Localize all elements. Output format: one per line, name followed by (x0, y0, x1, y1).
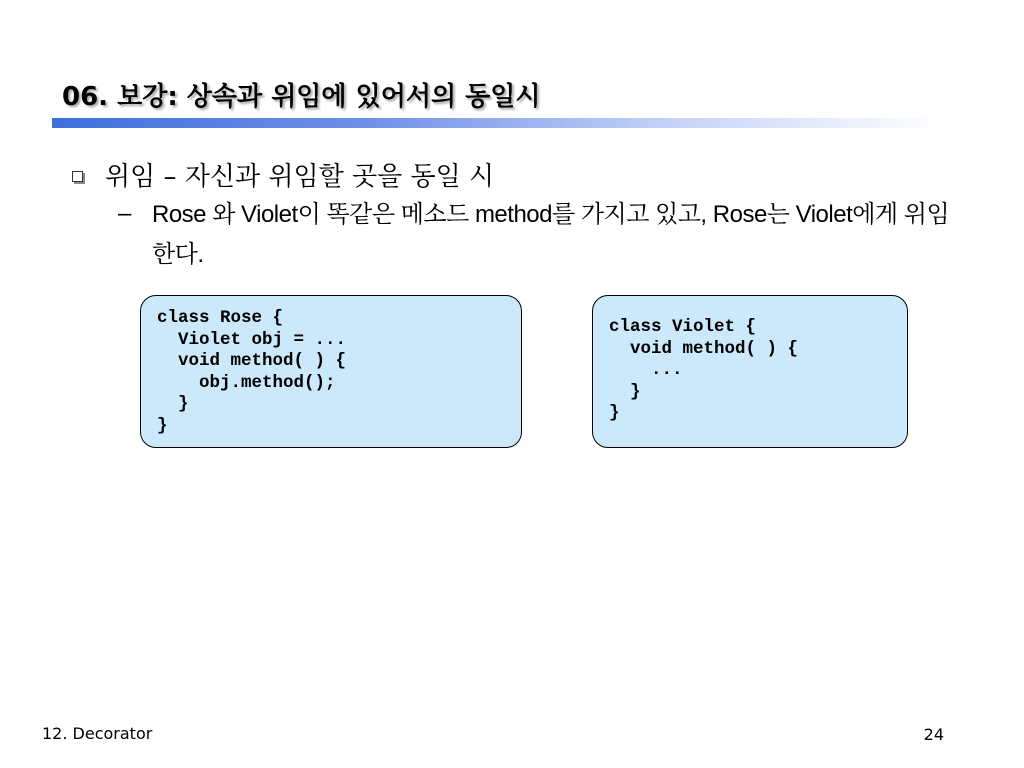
bullet-level2 (118, 200, 958, 275)
code-box-rose (140, 295, 522, 448)
code-box-violet (592, 295, 908, 448)
bullet-level2-text: Rose 와 Violet이 똑같은 메소드 method를 가지고 있고, Rose는 Violet에게 위임한다. (152, 201, 950, 268)
bullet-level1 (72, 156, 494, 193)
footer-page-number: 24 (923, 725, 944, 744)
square-bullet-icon (72, 171, 83, 182)
footer-section-label: 12. Decorator (42, 724, 153, 743)
slide-title: 06. 보강: 상속과 위임에 있어서의 동일시 (62, 82, 541, 112)
code-violet: class Violet { void method( ) { ... } } (609, 317, 799, 423)
bullet-level1-text: 위임 – 자신과 위임할 곳을 동일 시 (105, 162, 495, 192)
dash-bullet: – (118, 200, 132, 227)
title-underline-bar (52, 118, 942, 128)
code-rose: class Rose { Violet obj = ... void method( ) { obj.method(); } } (157, 308, 347, 436)
